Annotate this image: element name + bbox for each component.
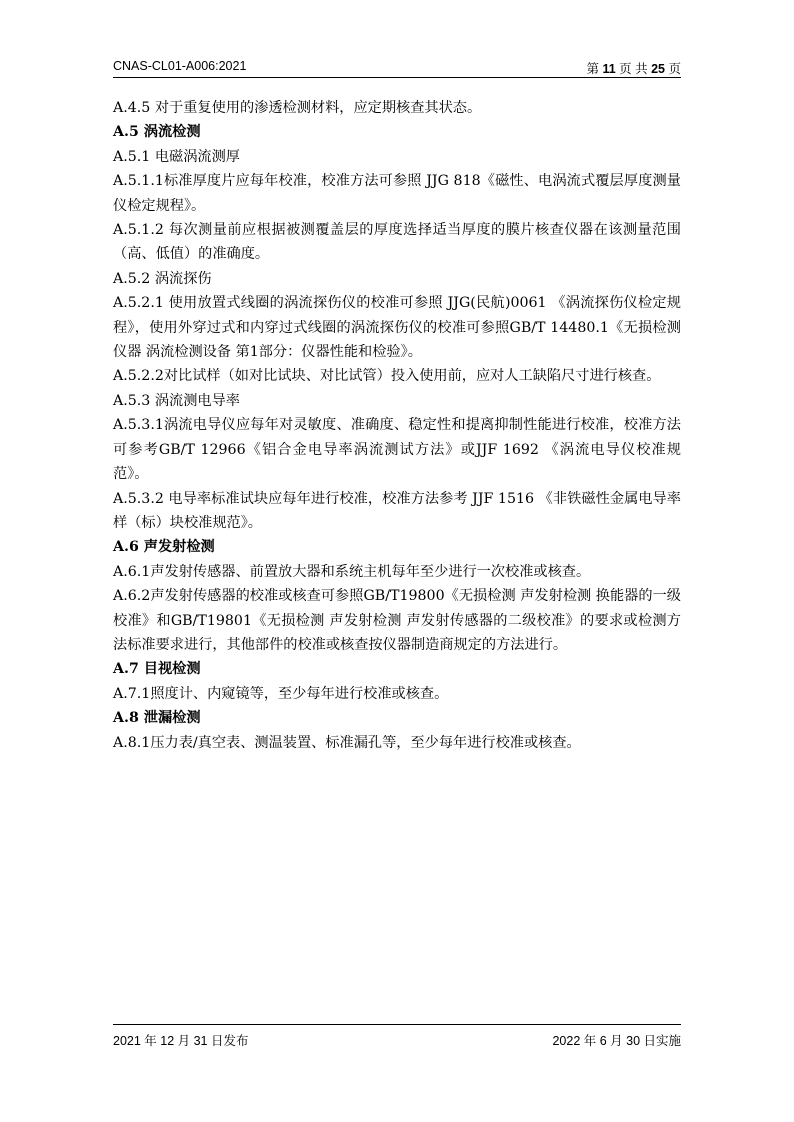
effective-date: 2022 年 6 月 30 日实施	[552, 1034, 681, 1048]
paragraph: A.5.2.1 使用放置式线圈的涡流探伤仪的校准可参照 JJG(民航)0061 《涡流探伤仪检定规程》，使用外穿过式和内穿过式线圈的涡流探伤仪的校准可参照GB/T 14480.1《无损检测仪器 涡流检测设备 第1部分：仪器性能和检验》。	[113, 295, 681, 361]
paragraph: A.6.1声发射传感器、前置放大器和系统主机每年至少进行一次校准或核查。	[113, 563, 591, 580]
paragraph: A.4.5 对于重复使用的渗透检测材料，应定期核查其状态。	[113, 100, 482, 116]
paragraph: A.7.1照度计、内窥镜等，至少每年进行校准或核查。	[113, 685, 449, 702]
section-heading: A.6 声发射检测	[113, 539, 215, 556]
header-rule	[113, 77, 681, 78]
paragraph: A.5.1 电磁涡流测厚	[113, 148, 240, 165]
paragraph: A.5.3 涡流测电导率	[113, 392, 240, 409]
paragraph: A.8.1压力表/真空表、测温装置、标准漏孔等，至少每年进行校准或核查。	[113, 734, 581, 751]
page-indicator: 第 11 页 共 25 页	[586, 62, 681, 76]
total-pages: 25	[651, 62, 666, 76]
paragraph: A.6.2声发射传感器的校准或核查可参照GB/T19800《无损检测 声发射检测 换能器的一级校准》和GB/T19801《无损检测 声发射检测 声发射传感器的二级校准》的要求或检测方法标准要求进行，其他部件的校准或核查按仪器制造商规定的方法进行。	[113, 588, 681, 653]
footer-rule	[113, 1024, 681, 1025]
document-body	[113, 96, 681, 755]
section-heading: A.8 泄漏检测	[113, 710, 201, 727]
section-heading: A.7 目视检测	[113, 661, 201, 678]
paragraph: A.5.1.2 每次测量前应根据被测覆盖层的厚度选择适当厚度的膜片核查仪器在该测量范围（高、低值）的准确度。	[113, 222, 681, 263]
page-footer	[113, 1024, 681, 1048]
paragraph: A.5.3.1涡流电导仪应每年对灵敏度、准确度、稳定性和提离抑制性能进行校准，校准方法可参考GB/T 12966《铝合金电导率涡流测试方法》或JJF 1692 《涡流电导仪校准规范》。	[113, 417, 681, 483]
paragraph: A.5.1.1标准厚度片应每年校准，校准方法可参照 JJG 818《磁性、电涡流式覆层厚度测量仪检定规程》。	[113, 173, 681, 214]
current-page: 11	[602, 62, 616, 76]
paragraph: A.5.3.2 电导率标准试块应每年进行校准，校准方法参考 JJF 1516 《非铁磁性金属电导率样（标）块校准规范》。	[113, 490, 681, 531]
section-heading: A.5 涡流检测	[113, 124, 201, 141]
issue-date: 2021 年 12 月 31 日发布	[113, 1034, 249, 1048]
document-id: CNAS-CL01-A006:2021	[113, 59, 247, 73]
paragraph: A.5.2.2对比试样（如对比试块、对比试管）投入使用前，应对人工缺陷尺寸进行核查。	[113, 368, 661, 385]
page-header	[113, 56, 681, 78]
paragraph: A.5.2 涡流探伤	[113, 270, 212, 287]
